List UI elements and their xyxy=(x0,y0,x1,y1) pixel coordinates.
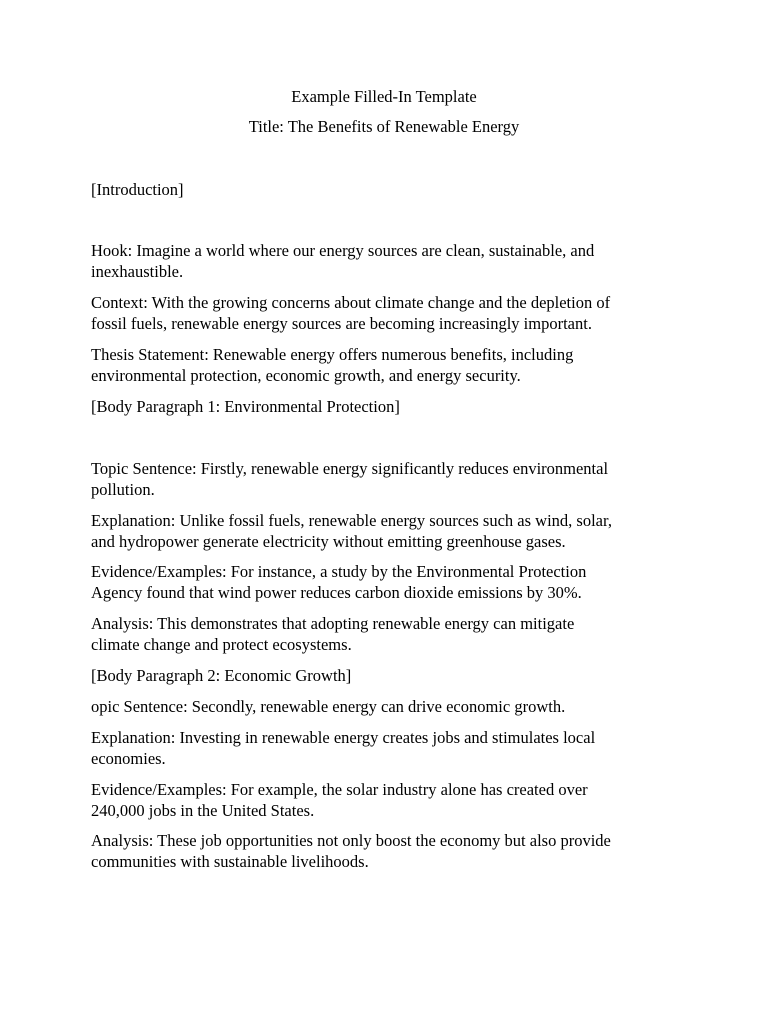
section-label-body-2 xyxy=(91,665,681,686)
paragraph-analysis-2 xyxy=(91,830,681,872)
paragraph-line: fossil fuels, renewable energy sources are becoming increasingly important. xyxy=(91,314,592,333)
paragraph-line: Thesis Statement: Renewable energy offers numerous benefits, including xyxy=(91,345,574,364)
paragraph-thesis xyxy=(91,344,681,386)
paragraph-line: inexhaustible. xyxy=(91,262,184,281)
paragraph-context xyxy=(91,292,681,334)
paragraph-line: opic Sentence: Secondly, renewable energy can drive economic growth. xyxy=(91,697,566,716)
document-title: Title: The Benefits of Renewable Energy xyxy=(248,117,520,136)
paragraph-evidence-1 xyxy=(91,561,681,603)
paragraph-line: economies. xyxy=(91,749,166,768)
paragraph-line: Explanation: Unlike fossil fuels, renewable energy sources such as wind, solar, xyxy=(91,511,612,530)
paragraph-hook xyxy=(91,240,681,282)
paragraph-line: Explanation: Investing in renewable energy creates jobs and stimulates local xyxy=(91,728,596,747)
paragraph-line: [Body Paragraph 1: Environmental Protection] xyxy=(91,397,400,416)
paragraph-line: Hook: Imagine a world where our energy sources are clean, sustainable, and xyxy=(91,241,595,260)
paragraph-evidence-2 xyxy=(91,779,681,821)
paragraph-line: Analysis: This demonstrates that adopting renewable energy can mitigate xyxy=(91,614,575,633)
paragraph-line: Analysis: These job opportunities not only boost the economy but also provide xyxy=(91,831,611,850)
paragraph-line: Agency found that wind power reduces carbon dioxide emissions by 30%. xyxy=(91,583,582,602)
paragraph-line: environmental protection, economic growth, and energy security. xyxy=(91,366,521,385)
paragraph-topic-sentence-1 xyxy=(91,458,681,500)
paragraph-explanation-2 xyxy=(91,727,681,769)
paragraph-line: pollution. xyxy=(91,480,155,499)
section-label-body-1 xyxy=(91,396,681,417)
paragraph-line: 240,000 jobs in the United States. xyxy=(91,801,315,820)
section-label-introduction xyxy=(91,179,681,200)
paragraph-line: Evidence/Examples: For example, the solar industry alone has created over xyxy=(91,780,588,799)
paragraph-line: climate change and protect ecosystems. xyxy=(91,635,352,654)
paragraph-line: Context: With the growing concerns about climate change and the depletion of xyxy=(91,293,611,312)
paragraph-topic-sentence-2 xyxy=(91,696,681,717)
paragraph-explanation-1 xyxy=(91,510,681,552)
document-heading: Example Filled-In Template xyxy=(291,87,477,106)
paragraph-line: [Introduction] xyxy=(91,180,184,199)
paragraph-line: and hydropower generate electricity without emitting greenhouse gases. xyxy=(91,532,566,551)
paragraph-line: Evidence/Examples: For instance, a study by the Environmental Protection xyxy=(91,562,587,581)
paragraph-analysis-1 xyxy=(91,613,681,655)
paragraph-line: Topic Sentence: Firstly, renewable energy significantly reduces environmental xyxy=(91,459,609,478)
paragraph-line: communities with sustainable livelihoods. xyxy=(91,852,369,871)
paragraph-line: [Body Paragraph 2: Economic Growth] xyxy=(91,666,352,685)
